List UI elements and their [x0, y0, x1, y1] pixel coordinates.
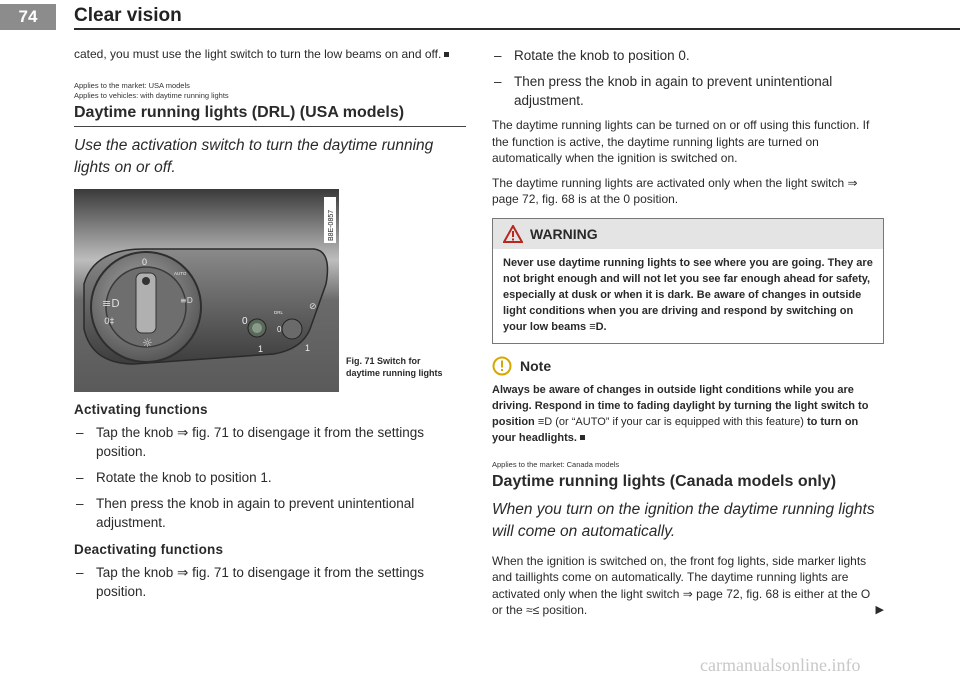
- step-item: – Tap the knob ⇒ fig. 71 to disengage it from the settings position.: [74, 563, 466, 601]
- svg-text:⊘: ⊘: [309, 301, 317, 312]
- section-heading: Daytime running lights (DRL) (USA models): [74, 104, 466, 127]
- activating-heading: Activating functions: [74, 401, 208, 417]
- section-heading-canada: Daytime running lights (Canada models only): [492, 472, 837, 490]
- step-item: – Rotate the knob to position 0.: [492, 46, 884, 65]
- activating-steps: [74, 423, 466, 532]
- step-item: – Then press the knob in again to prevent unintentional adjustment.: [492, 72, 884, 110]
- note-icon: [492, 356, 512, 376]
- left-column: [74, 46, 466, 608]
- switch-figure-image: [74, 189, 339, 392]
- note-text: Always be aware of changes in outside light conditions while you are driving. Respond in time to fading daylight by turning the light switch to position ≡D (or “AUTO” if your car is equipped with this feature) to turn on your headlights.: [492, 383, 869, 444]
- deactivating-steps-continued: [492, 46, 884, 110]
- svg-text:≡D: ≡D: [102, 296, 120, 310]
- svg-text:1: 1: [305, 342, 311, 353]
- svg-text:0‡: 0‡: [104, 316, 115, 327]
- paragraph: The daytime running lights can be turned on or off using this function. If the function is active, the daytime running lights are turned on automatically when the ignition is switched on.: [492, 118, 870, 165]
- drl-label-one: 1: [258, 343, 264, 354]
- step-item: – Then press the knob in again to prevent unintentional adjustment.: [74, 494, 466, 532]
- note-title: Note: [520, 357, 552, 374]
- lead-text: Use the activation switch to turn the daytime running lights on or off.: [74, 136, 434, 176]
- step-item: – Rotate the knob to position 1.: [74, 468, 466, 487]
- lead-text-canada: When you turn on the ignition the daytime running lights will come on automatically.: [492, 500, 875, 540]
- applies-market: Applies to the market: USA models: [74, 80, 190, 90]
- applies-market-canada: Applies to the market: Canada models: [492, 459, 620, 469]
- note-header: [492, 356, 884, 376]
- paragraph: When the ignition is switched on, the front fog lights, side marker lights and taillights come on automatically. The daytime running lights are activated only when the light switch ⇒ page 72, fig. 68 is either at the O or the ≈≤ position. ▶: [492, 553, 884, 617]
- figure-code: B8E-0857: [328, 209, 335, 241]
- figure-71: [74, 189, 466, 392]
- warning-box: [492, 218, 884, 344]
- header-rule: [74, 28, 960, 30]
- page-number: 74: [0, 4, 56, 30]
- end-mark-icon: [580, 435, 585, 440]
- continue-arrow-icon: ▶: [875, 604, 884, 616]
- page-header: [0, 0, 960, 30]
- drl-label: DRL: [274, 309, 284, 315]
- right-column: [492, 46, 884, 627]
- watermark: carmanualsonline.info: [700, 655, 861, 675]
- step-item: – Tap the knob ⇒ fig. 71 to disengage it from the settings position.: [74, 423, 466, 461]
- warning-title: WARNING: [530, 225, 598, 242]
- warning-text: Never use daytime running lights to see where you are going. They are not bright enough and will not let you see far enough ahead for safety, especially at dusk or when it is dark. Be aware of changes in outside light conditions when you are driving and respond by switching on your low beams ≡D.: [503, 256, 873, 333]
- deactivating-heading: Deactivating functions: [74, 541, 224, 557]
- deactivating-steps: [74, 563, 466, 601]
- warning-triangle-icon: [503, 225, 523, 243]
- warning-header: [493, 219, 883, 249]
- continued-paragraph: cated, you must use the light switch to turn the low beams on and off.: [74, 46, 466, 63]
- drl-label-zero: 0: [242, 315, 248, 327]
- svg-text:0: 0: [277, 324, 282, 334]
- section-title: Clear vision: [74, 5, 182, 26]
- dial-label-o: 0: [142, 256, 148, 267]
- paragraph: The daytime running lights are activated only when the light switch ⇒ page 72, fig. 68 is at the 0 position.: [492, 175, 858, 206]
- svg-text:☼: ☼: [142, 335, 153, 350]
- applies-vehicles: Applies to vehicles: with daytime running lights: [74, 90, 229, 100]
- figure-caption: Fig. 71 Switch for daytime running lights: [346, 355, 443, 378]
- dial-label-auto: AUTO: [174, 270, 187, 276]
- end-mark-icon: [444, 52, 449, 57]
- svg-text:≡D: ≡D: [180, 295, 193, 305]
